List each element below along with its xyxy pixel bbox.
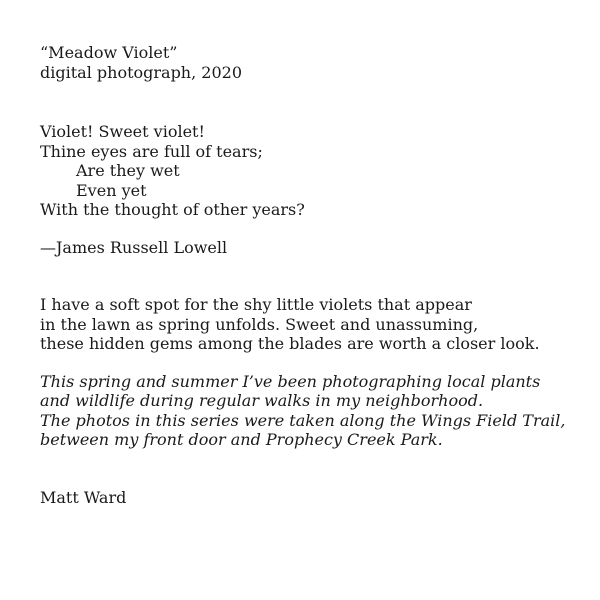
series-line: between my front door and Prophecy Creek Park. [40, 430, 443, 449]
poem-line: Are they wet [76, 161, 180, 180]
series-line: and wildlife during regular walks in my neighborhood. [40, 391, 484, 410]
poem-line: Even yet [76, 180, 147, 200]
artwork-header [40, 43, 580, 82]
artwork-medium: digital photograph, 2020 [40, 62, 242, 82]
artist-name: Matt Ward [40, 487, 127, 507]
artist-signature [40, 488, 580, 508]
artwork-title: “Meadow Violet” [40, 43, 178, 62]
series-line: This spring and summer I’ve been photographing local plants [40, 371, 541, 391]
poem-line: With the thought of other years? [40, 200, 305, 219]
poem [40, 122, 580, 220]
intro-line: these hidden gems among the blades are worth a closer look. [40, 334, 540, 353]
label-card [40, 43, 580, 507]
intro-line: I have a soft spot for the shy little violets that appear [40, 295, 472, 314]
intro-line: in the lawn as spring unfolds. Sweet and unassuming, [40, 314, 479, 334]
series-line: The photos in this series were taken along the Wings Field Trail, [40, 410, 566, 430]
poem-line: Thine eyes are full of tears; [40, 141, 263, 161]
poem-attribution [40, 238, 580, 258]
poem-line: Violet! Sweet violet! [40, 122, 205, 141]
series-paragraph [40, 372, 580, 450]
poem-author: —James Russell Lowell [40, 237, 228, 257]
intro-paragraph [40, 295, 580, 354]
